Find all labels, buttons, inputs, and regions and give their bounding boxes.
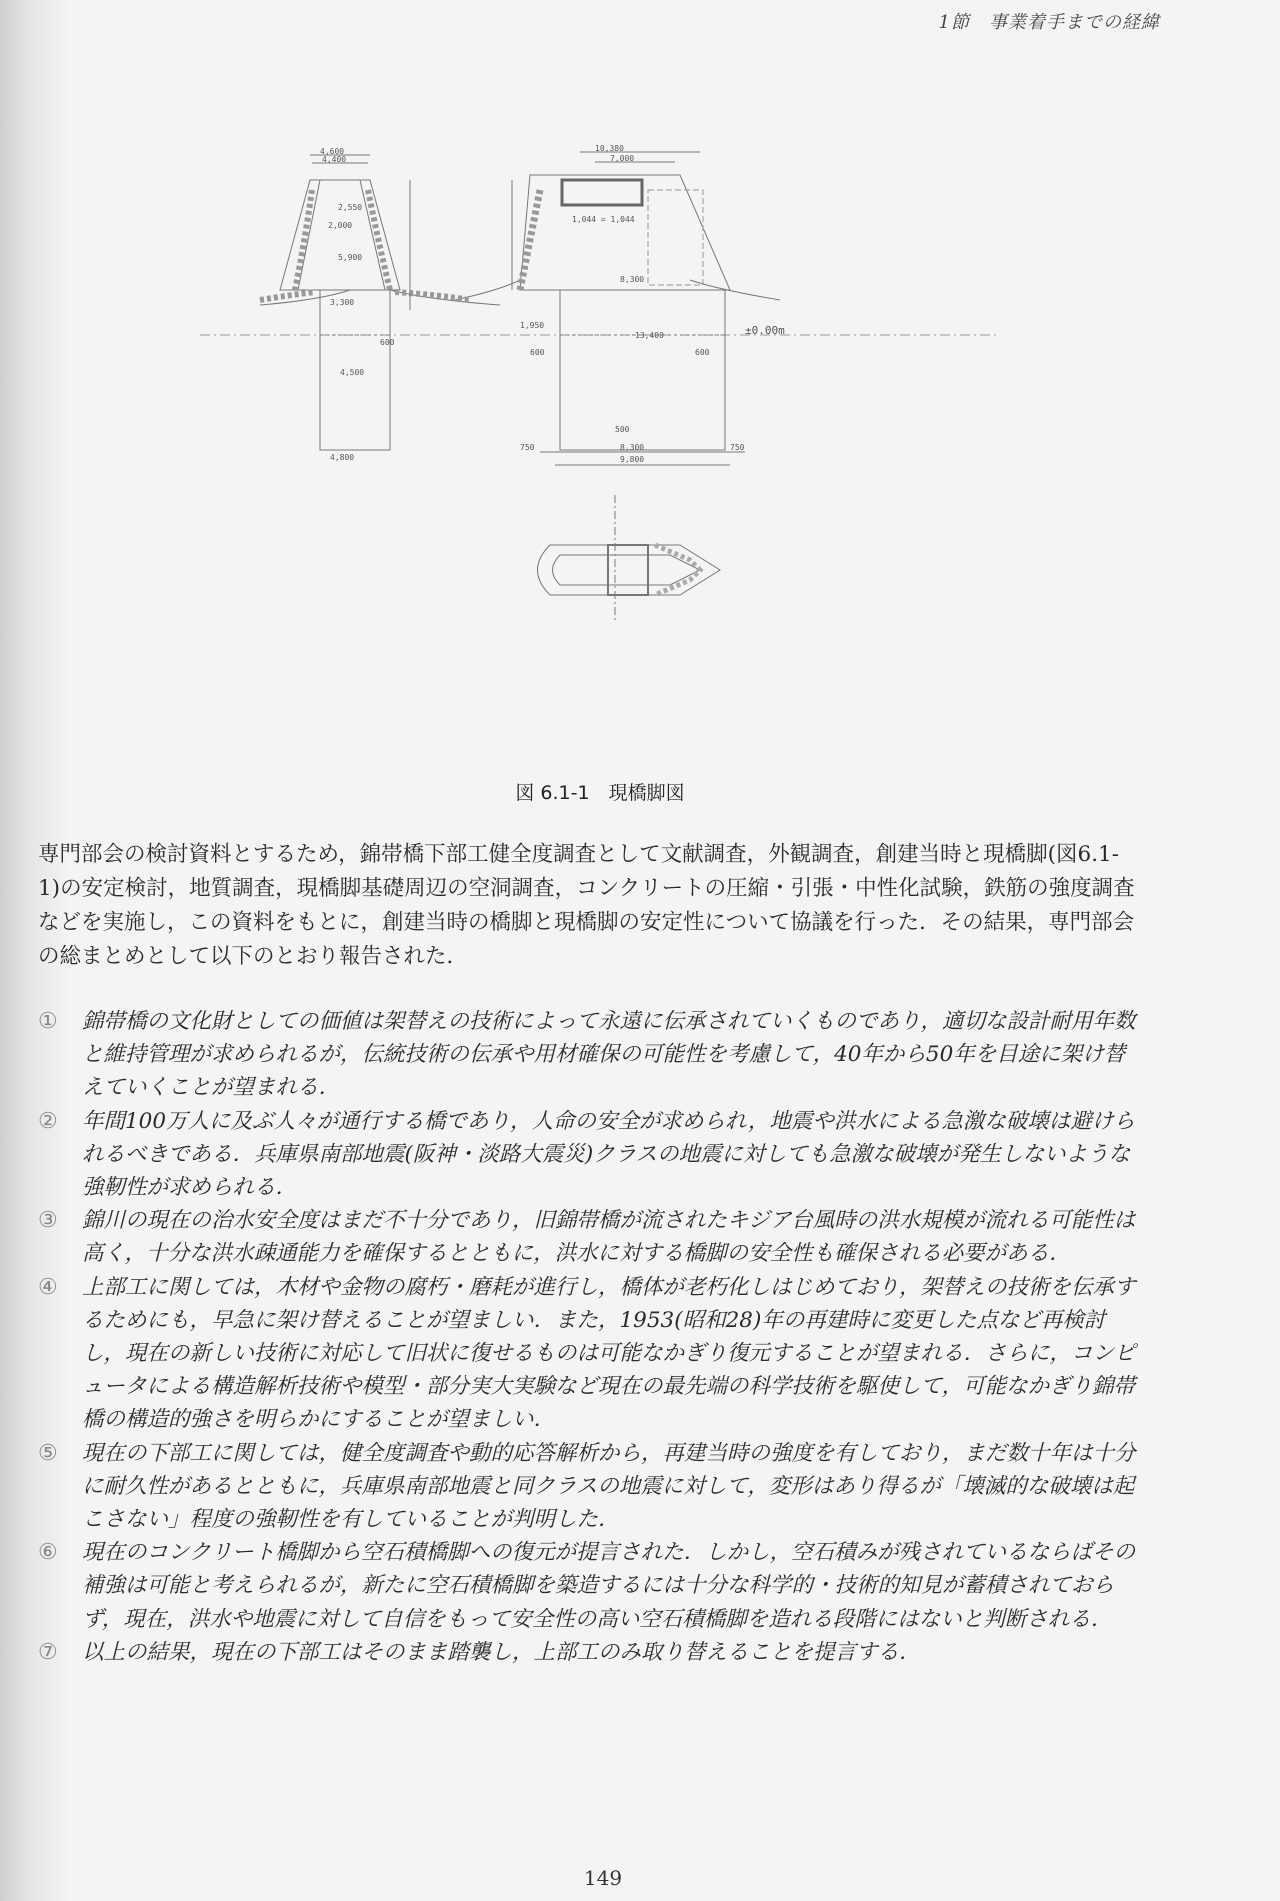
item-number: ⑤ bbox=[38, 1440, 58, 1466]
page-number: 149 bbox=[583, 1866, 623, 1890]
svg-text:7,000: 7,000 bbox=[610, 154, 635, 163]
body-paragraph: 専門部会の検討資料とするため，錦帯橋下部工健全度調査として文献調査，外観調査，創建当時と現橋脚(図6.1-1)の安定検討，地質調査，現橋脚基礎周辺の空洞調査，コンクリートの圧縮・引張・中性化試験，鉄筋の強度調査などを実施し，この資料をもとに，創建当時の橋脚と現橋脚の安定性について協議を行った．その結果，専門部会の総まとめとして以下のとおり報告された． bbox=[38, 842, 1135, 969]
item-number: ③ bbox=[38, 1208, 58, 1234]
item-text: 現在のコンクリート橋脚から空石積橋脚への復元が提言された．しかし，空石積みが残されているならばその補強は可能と考えられるが，新たに空石積橋脚を築造するには十分な科学的・技術的知見が蓄積されておらず，現在，洪水や地震に対して自信をもって安全性の高い空石積橋脚を造れる段階にはないと判断される． bbox=[82, 1540, 1136, 1632]
svg-text:4,500: 4,500 bbox=[340, 368, 365, 377]
svg-text:750: 750 bbox=[520, 443, 535, 452]
item-text: 錦川の現在の治水安全度はまだ不十分であり，旧錦帯橋が流されたキジア台風時の洪水規模が流れる可能性は高く，十分な洪水疎通能力を確保するとともに，洪水に対する橋脚の安全性も確保される必要がある． bbox=[82, 1208, 1136, 1267]
item-number: ④ bbox=[38, 1274, 58, 1300]
item-number: ⑥ bbox=[38, 1540, 58, 1566]
svg-text:750: 750 bbox=[730, 443, 745, 452]
item-number: ⑦ bbox=[38, 1639, 58, 1665]
figure-caption: 図 6.1-1 現橋脚図 bbox=[515, 782, 685, 804]
list-item bbox=[38, 1536, 1140, 1636]
svg-text:4,600: 4,600 bbox=[320, 147, 345, 156]
item-text: 現在の下部工に関しては，健全度調査や動的応答解析から，再建当時の強度を有しており，まだ数十年は十分に耐久性があるとともに，兵庫県南部地震と同クラスの地震に対して，変形はあり得るが「壊滅的な破壊は起こさない」程度の強靭性を有していることが判明した． bbox=[82, 1440, 1136, 1533]
pier-drawing bbox=[200, 144, 1000, 765]
right-pier-section bbox=[512, 152, 745, 465]
datum-label: ±0.00m bbox=[745, 324, 785, 337]
list-item bbox=[38, 1105, 1140, 1205]
pier-plan-view bbox=[538, 495, 721, 620]
svg-text:2,000: 2,000 bbox=[328, 221, 353, 230]
left-pier-section bbox=[260, 155, 470, 450]
item-text: 以上の結果，現在の下部工はそのまま踏襲し，上部工のみ取り替えることを提言する． bbox=[82, 1639, 921, 1665]
svg-text:13,400: 13,400 bbox=[635, 331, 664, 340]
svg-text:600: 600 bbox=[530, 348, 545, 357]
svg-text:500: 500 bbox=[615, 425, 630, 434]
svg-text:1,950: 1,950 bbox=[520, 321, 545, 330]
item-text: 上部工に関しては，木材や金物の腐朽・磨耗が進行し，橋体が老朽化しはじめており，架替えの技術を伝承するためにも，早急に架け替えることが望ましい．また，1953(昭和28)年の再建時に変更した点など再検討し，現在の新しい技術に対応して旧状に復せるものは可能なかぎり復元することが望まれる．さらに，コンピュータによる構造解析技術や模型・部分実大実験など現在の最先端の科学技術を駆使して，可能なかぎり錦帯橋の構造的強さを明らかにすることが望ましい． bbox=[82, 1274, 1136, 1433]
svg-text:5,900: 5,900 bbox=[338, 253, 363, 262]
report-list bbox=[38, 1005, 1140, 1669]
svg-text:2,550: 2,550 bbox=[338, 203, 363, 212]
svg-text:600: 600 bbox=[695, 348, 710, 357]
svg-text:10,380: 10,380 bbox=[595, 144, 624, 153]
svg-text:1,044 = 1,044: 1,044 = 1,044 bbox=[572, 215, 635, 224]
svg-text:8,300: 8,300 bbox=[620, 275, 645, 284]
list-item bbox=[38, 1005, 1140, 1105]
svg-text:4,800: 4,800 bbox=[330, 453, 355, 462]
item-number: ② bbox=[38, 1108, 58, 1134]
item-number: ① bbox=[38, 1009, 58, 1034]
svg-text:8,300: 8,300 bbox=[620, 443, 645, 452]
list-item bbox=[38, 1636, 1140, 1669]
running-header: 1節 事業着手までの経緯 bbox=[938, 12, 1160, 33]
list-item bbox=[38, 1271, 1140, 1437]
svg-text:3,300: 3,300 bbox=[330, 298, 355, 307]
svg-text:4,400: 4,400 bbox=[322, 155, 347, 164]
pier-drawing-figure bbox=[200, 144, 1000, 765]
item-text: 錦帯橋の文化財としての価値は架替えの技術によって永遠に伝承されていくものであり，適切な設計耐用年数と維持管理が求められるが，伝統技術の伝承や用材確保の可能性を考慮して，40年から50年を目途に架け替えていくことが望まれる． bbox=[82, 1009, 1136, 1101]
list-item bbox=[38, 1437, 1140, 1537]
svg-text:9,800: 9,800 bbox=[620, 455, 645, 464]
item-text: 年間100万人に及ぶ人々が通行する橋であり，人命の安全が求められ，地震や洪水による急激な破壊は避けられるべきである．兵庫県南部地震(阪神・淡路大震災)クラスの地震に対しても急激な破壊が発生しないような強靭性が求められる． bbox=[82, 1108, 1135, 1201]
list-item bbox=[38, 1204, 1140, 1270]
svg-text:600: 600 bbox=[380, 338, 395, 347]
